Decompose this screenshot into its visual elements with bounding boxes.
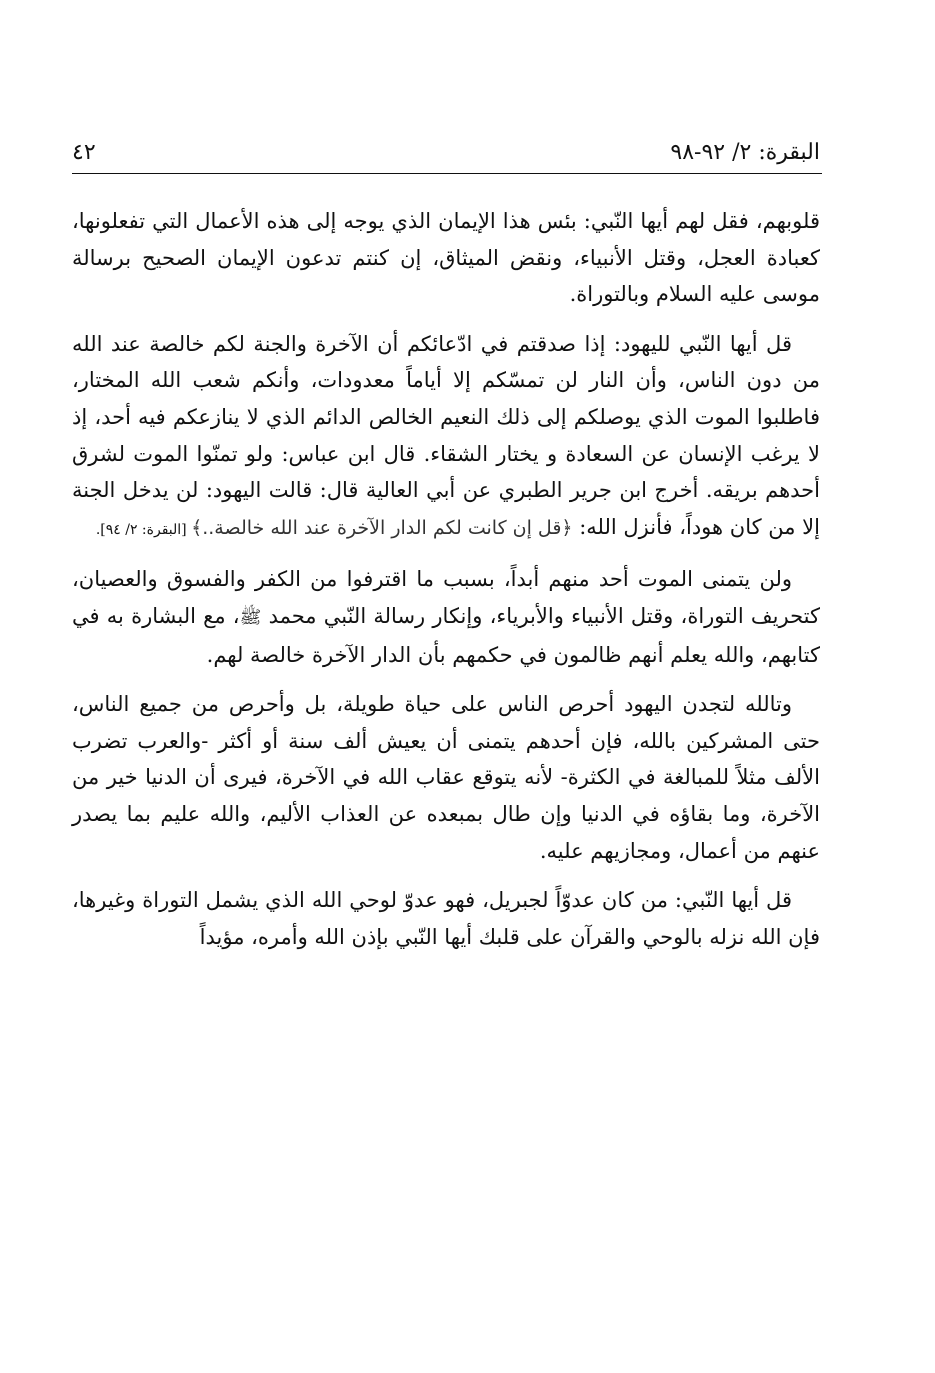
page-number: ٤٢ <box>72 140 96 165</box>
page-body <box>72 203 820 968</box>
paragraph-1: قلوبهم، فقل لهم أيها النّبي: بئس هذا الإيمان الذي يوجه إلى هذه الأعمال التي تفعلونها، كعبادة العجل، وقتل الأنبياء، ونقض الميثاق، إن كنتم تدعون الإيمان الصحيح برسالة موسى عليه السلام وبالتوراة. <box>72 209 820 307</box>
honorific-symbol: ﷺ <box>239 606 262 628</box>
paragraph-2-text: قل أيها النّبي لليهود: إذا صدقتم في ادّعائكم أن الآخرة والجنة لكم خالصة عند الله من دون الناس، وأن النار لن تمسّكم إلا أياماً معدودات، وأنكم شعب الله المختار، فاطلبوا الموت الذي يوصلكم إلى ذلك النعيم الخالص الدائم الذي لا ينازعكم فيه أحد، إذ لا يرغب الإنسان عن السعادة و يختار الشقاء. قال ابن عباس: ولو تمنّوا الموت لشرق أحدهم بريقه. أخرج ابن جرير الطبري عن أبي العالية قال: قالت اليهود: لن يدخل الجنة إلا من كان هوداً، فأنزل الله: <box>72 331 820 539</box>
paragraph-3-text-b: ، مع البشارة به في كتابهم، والله يعلم أنهم ظالمون في حكمهم بأن الدار الآخرة خالصة لهم. <box>72 603 820 667</box>
verse-citation: [البقرة: ٢/ ٩٤]. <box>95 521 192 538</box>
paragraph-4: وتالله لتجدن اليهود أحرص الناس على حياة طويلة، بل وأحرص من جميع الناس، حتى المشركين بالله، فإن أحدهم يتمنى أن يعيش ألف سنة أو أكثر -والعرب تضرب الألف مثلاً للمبالغة في الكثرة- لأنه يتوقع عقاب الله في الآخرة، فيرى أن الدنيا خير من الآخرة، وما بقاؤه في الدنيا وإن طال بمبعده عن العذاب الأليم، والله عليم بما يصدر عنهم من أعمال، ومجازيهم عليه. <box>72 692 820 863</box>
paragraph-3 <box>72 561 820 673</box>
paragraph-3-text-a: ولن يتمنى الموت أحد منهم أبداً، بسبب ما اقترفوا من الكفر والفسوق والعصيان، كتحريف التوراة، وقتل الأنبياء والأبرياء، وإنكار رسالة النّبي محمد <box>72 567 820 628</box>
paragraph-2 <box>72 326 820 549</box>
header-divider <box>72 173 822 174</box>
page-header <box>72 138 820 174</box>
surah-reference: البقرة: ٢/ ٩٢-٩٨ <box>670 140 820 165</box>
quran-verse-quote: ﴿قل إن كانت لكم الدار الآخرة عند الله خالصة..﴾ <box>191 516 573 539</box>
paragraph-5: قل أيها النّبي: من كان عدوّاً لجبريل، فهو عدوّ لوحي الله الذي يشمل التوراة وغيرها، فإن الله نزله بالوحي والقرآن على قلبك أيها النّبي بإذن الله وأمره، مؤيداً <box>72 888 820 949</box>
